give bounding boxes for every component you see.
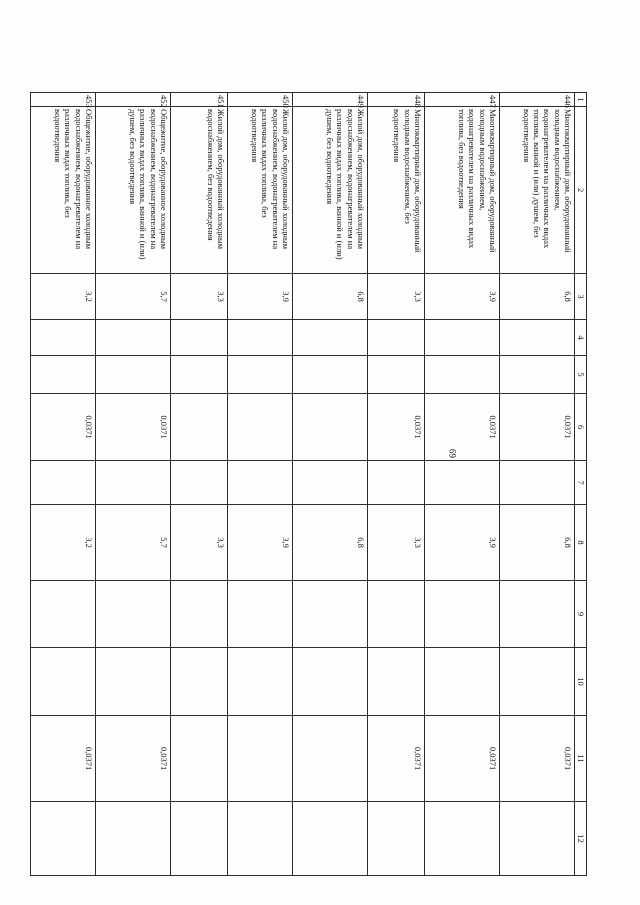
row-description: Жилой дом, оборудованный холодным водоснабжением, водонагревателем на различных видах топлива, ванной и (или) душем, без водоотведения	[293, 107, 368, 274]
cell-col7	[31, 461, 96, 505]
cell-col12	[425, 802, 500, 876]
column-header: 2	[575, 107, 587, 274]
row-number: 451	[171, 93, 228, 107]
column-header: 12	[575, 802, 587, 876]
cell-col7	[96, 461, 171, 505]
cell-col9	[171, 581, 228, 648]
cell-col9	[293, 581, 368, 648]
cell-col6: 0,0371	[31, 394, 96, 461]
column-header: 11	[575, 716, 587, 802]
cell-col6: 0,0371	[368, 394, 425, 461]
cell-col6: 0,0371	[500, 394, 575, 461]
row-description: Многоквартирный дом, оборудованный холодным водоснабжением, водонагревателем на различных видах топлива, без водоотведения	[425, 107, 500, 274]
row-description: Жилой дом, оборудованный холодным водоснабжением, водонагревателем на различных видах топлива, без водоотведения	[228, 107, 293, 274]
cell-col5	[500, 356, 575, 394]
row-description: Многоквартирный дом, оборудованный холодным водоснабжением, без водоотведения	[368, 107, 425, 274]
cell-col9	[425, 581, 500, 648]
cell-col3: 3,9	[228, 274, 293, 320]
cell-col7	[228, 461, 293, 505]
cell-col12	[293, 802, 368, 876]
table-row	[171, 93, 228, 876]
cell-col3: 5,7	[96, 274, 171, 320]
cell-col4	[228, 320, 293, 356]
column-header: 4	[575, 320, 587, 356]
tariff-table	[42, 92, 587, 875]
cell-col8: 6,8	[500, 505, 575, 581]
cell-col5	[228, 356, 293, 394]
cell-col8: 3,9	[425, 505, 500, 581]
cell-col6	[171, 394, 228, 461]
cell-col6: 0,0371	[425, 394, 500, 461]
column-header: 9	[575, 581, 587, 648]
cell-col5	[425, 356, 500, 394]
data-table	[30, 92, 587, 876]
cell-col6	[228, 394, 293, 461]
row-description: Жилой дом, оборудованный холодным водоснабжением, без водоотведения	[171, 107, 228, 274]
cell-col5	[293, 356, 368, 394]
table-row	[228, 93, 293, 876]
cell-col11	[171, 716, 228, 802]
cell-col9	[96, 581, 171, 648]
column-header: 6	[575, 394, 587, 461]
cell-col4	[31, 320, 96, 356]
row-number: 448	[368, 93, 425, 107]
cell-col4	[425, 320, 500, 356]
cell-col10	[368, 648, 425, 716]
cell-col9	[368, 581, 425, 648]
row-number: 452	[96, 93, 171, 107]
cell-col10	[228, 648, 293, 716]
header-row	[575, 93, 587, 876]
cell-col11	[293, 716, 368, 802]
row-description: Общежитие, оборудованное холодным водоснабжением, водонагревателем на различных видах топлива, без водоотведения	[31, 107, 96, 274]
cell-col5	[368, 356, 425, 394]
cell-col11: 0,0371	[368, 716, 425, 802]
row-description: Многоквартирный дом, оборудованный холодным водоснабжением, водонагревателем на различных видах топлива, ванной и (или) душем, без водоотведения	[500, 107, 575, 274]
cell-col12	[500, 802, 575, 876]
cell-col12	[31, 802, 96, 876]
cell-col8: 6,8	[293, 505, 368, 581]
cell-col4	[368, 320, 425, 356]
cell-col3: 3,2	[31, 274, 96, 320]
cell-col7	[171, 461, 228, 505]
table-row	[31, 93, 96, 876]
cell-col4	[293, 320, 368, 356]
cell-col8: 3,3	[368, 505, 425, 581]
cell-col7	[425, 461, 500, 505]
cell-col4	[500, 320, 575, 356]
cell-col8: 3,2	[31, 505, 96, 581]
table-row	[425, 93, 500, 876]
row-number: 449	[293, 93, 368, 107]
row-number: 453	[31, 93, 96, 107]
cell-col3: 3,3	[368, 274, 425, 320]
cell-col10	[293, 648, 368, 716]
cell-col11: 0,0371	[96, 716, 171, 802]
cell-col11: 0,0371	[31, 716, 96, 802]
cell-col4	[96, 320, 171, 356]
column-header: 10	[575, 648, 587, 716]
row-description: Общежитие, оборудованное холодным водоснабжением, водонагревателем на различных видах топлива, ванной и (или) душем, без водоотведения	[96, 107, 171, 274]
row-number: 446	[500, 93, 575, 107]
cell-col12	[171, 802, 228, 876]
cell-col9	[31, 581, 96, 648]
cell-col10	[171, 648, 228, 716]
table-row	[293, 93, 368, 876]
cell-col12	[228, 802, 293, 876]
cell-col12	[96, 802, 171, 876]
cell-col5	[96, 356, 171, 394]
column-header: 3	[575, 274, 587, 320]
table-row	[368, 93, 425, 876]
cell-col12	[368, 802, 425, 876]
cell-col8: 3,3	[171, 505, 228, 581]
cell-col5	[171, 356, 228, 394]
cell-col11	[228, 716, 293, 802]
cell-col3: 6,8	[500, 274, 575, 320]
cell-col10	[500, 648, 575, 716]
cell-col7	[293, 461, 368, 505]
cell-col8: 3,9	[228, 505, 293, 581]
cell-col9	[228, 581, 293, 648]
cell-col6	[293, 394, 368, 461]
table-row	[96, 93, 171, 876]
page-number: 69	[448, 449, 458, 458]
column-header: 1	[575, 93, 587, 107]
cell-col3: 6,8	[293, 274, 368, 320]
cell-col6: 0,0371	[96, 394, 171, 461]
cell-col4	[171, 320, 228, 356]
cell-col7	[500, 461, 575, 505]
row-number: 447	[425, 93, 500, 107]
column-header: 8	[575, 505, 587, 581]
cell-col10	[425, 648, 500, 716]
cell-col10	[96, 648, 171, 716]
cell-col3: 3,9	[425, 274, 500, 320]
column-header: 5	[575, 356, 587, 394]
cell-col7	[368, 461, 425, 505]
cell-col11: 0,0371	[500, 716, 575, 802]
cell-col10	[31, 648, 96, 716]
cell-col3: 3,3	[171, 274, 228, 320]
cell-col11: 0,0371	[425, 716, 500, 802]
column-header: 7	[575, 461, 587, 505]
cell-col8: 5,7	[96, 505, 171, 581]
row-number: 450	[228, 93, 293, 107]
cell-col9	[500, 581, 575, 648]
cell-col5	[31, 356, 96, 394]
table-row	[500, 93, 575, 876]
